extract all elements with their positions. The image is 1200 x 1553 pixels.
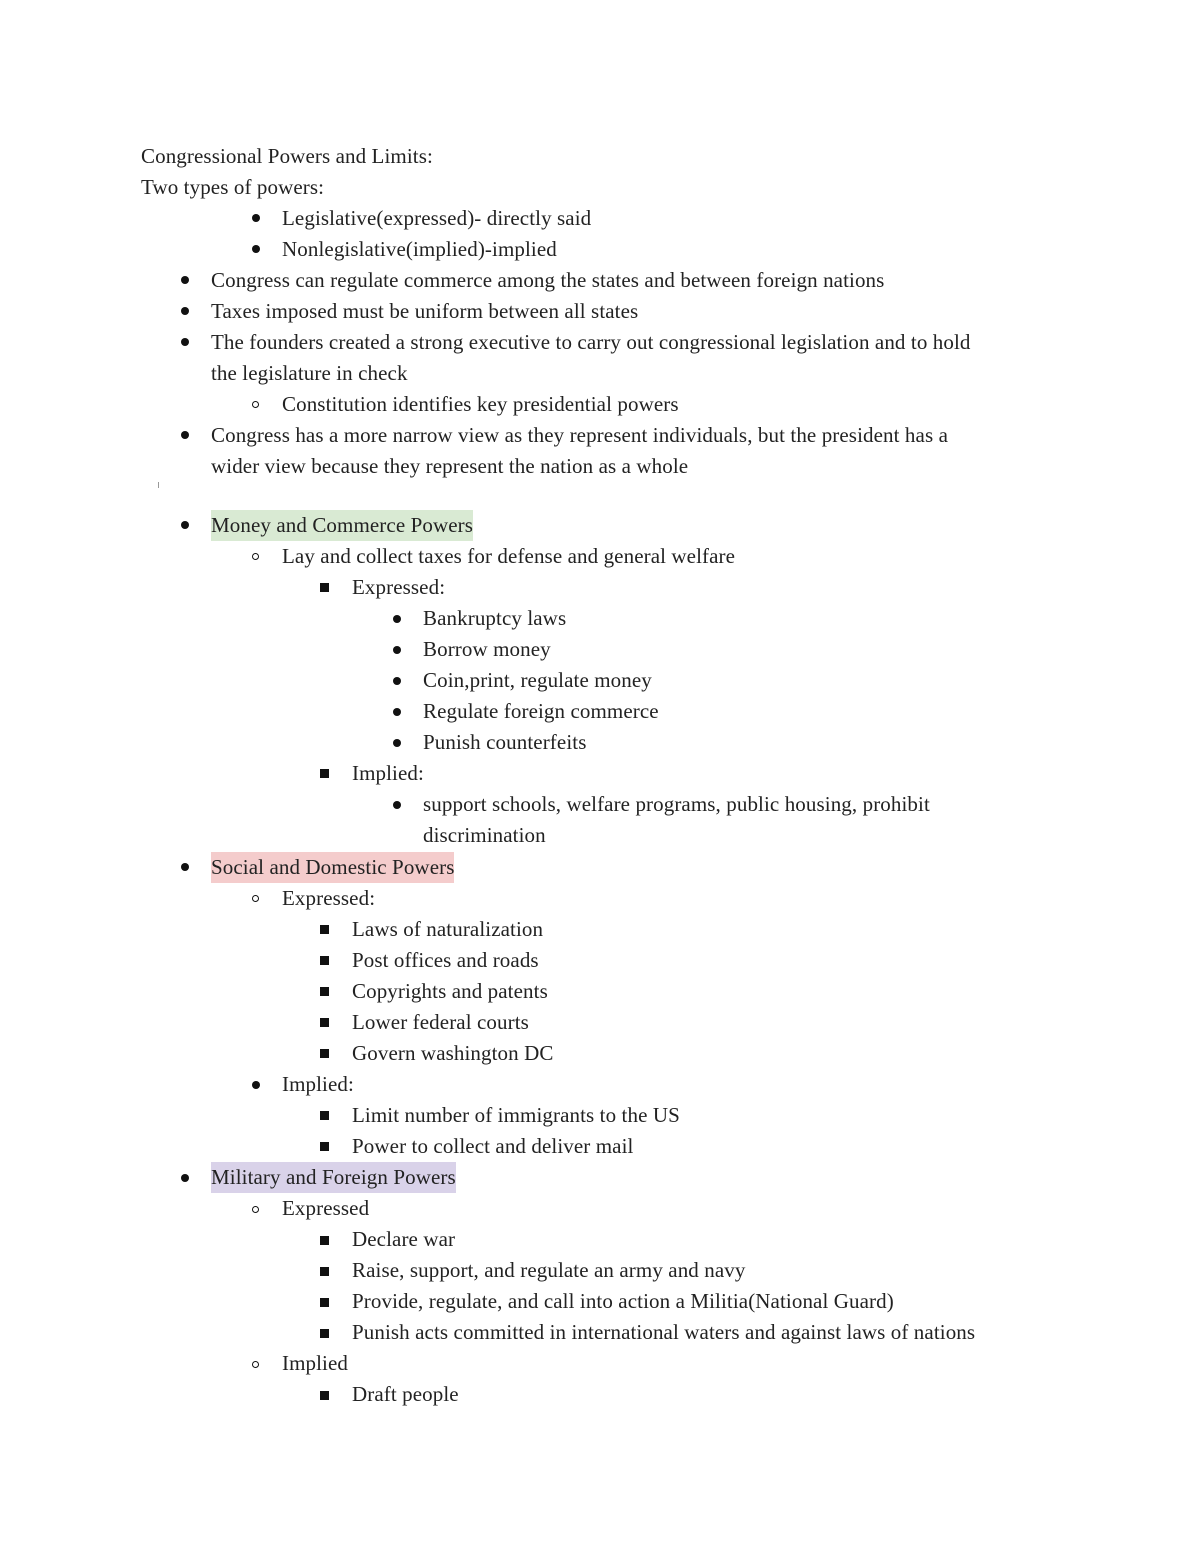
circle-bullet-icon [252,1206,259,1213]
square-bullet-icon [320,1111,329,1120]
bullet-icon [181,863,189,871]
bullet-icon [393,708,401,716]
bullet-icon [252,1081,260,1089]
square-bullet-icon [320,1298,329,1307]
list-item-continuation: wider view because they represent the nation as a whole [211,454,689,478]
section-heading-military: Military and Foreign Powers [211,1162,456,1193]
list-item: Power to collect and deliver mail [352,1134,634,1158]
square-bullet-icon [320,1329,329,1338]
square-bullet-icon [320,583,329,592]
section-heading-social: Social and Domestic Powers [211,852,454,883]
list-item: Limit number of immigrants to the US [352,1103,680,1127]
bullet-icon [181,521,189,529]
stray-mark [158,482,159,488]
list-item: Post offices and roads [352,948,539,972]
list-label: Expressed: [352,575,446,599]
list-label: Expressed: [282,886,376,910]
list-item-continuation: discrimination [423,823,546,847]
list-item: Draft people [352,1382,459,1406]
square-bullet-icon [320,1142,329,1151]
intro-text: Two types of powers: [141,175,325,199]
list-item: Nonlegislative(implied)-implied [282,237,557,261]
list-item: Declare war [352,1227,456,1251]
list-label: Implied: [282,1072,354,1096]
list-label: Implied [282,1351,349,1375]
square-bullet-icon [320,1391,329,1400]
list-label: Expressed [282,1196,370,1220]
square-bullet-icon [320,987,329,996]
list-item: Congress has a more narrow view as they represent individuals, but the president has a [211,423,948,447]
bullet-icon [181,276,189,284]
list-item: Lower federal courts [352,1010,529,1034]
list-item: Legislative(expressed)- directly said [282,206,592,230]
square-bullet-icon [320,1236,329,1245]
circle-bullet-icon [252,553,259,560]
list-item: Lay and collect taxes for defense and general welfare [282,544,736,568]
list-label: Implied: [352,761,424,785]
bullet-icon [181,338,189,346]
list-item: Laws of naturalization [352,917,544,941]
document-title: Congressional Powers and Limits: [141,144,433,168]
list-item: The founders created a strong executive to carry out congressional legislation and to hold [211,330,971,354]
list-item: Coin,print, regulate money [423,668,652,692]
bullet-icon [181,307,189,315]
bullet-icon [252,245,260,253]
bullet-icon [181,1174,189,1182]
bullet-icon [393,615,401,623]
list-item: Borrow money [423,637,551,661]
list-item: Raise, support, and regulate an army and navy [352,1258,746,1282]
square-bullet-icon [320,1267,329,1276]
square-bullet-icon [320,956,329,965]
list-item: Punish acts committed in international waters and against laws of nations [352,1320,976,1344]
list-item: Congress can regulate commerce among the states and between foreign nations [211,268,885,292]
list-item: Regulate foreign commerce [423,699,659,723]
list-item: Punish counterfeits [423,730,587,754]
list-item: Bankruptcy laws [423,606,567,630]
bullet-icon [393,739,401,747]
circle-bullet-icon [252,1361,259,1368]
circle-bullet-icon [252,401,259,408]
list-item: Copyrights and patents [352,979,548,1003]
list-item: Taxes imposed must be uniform between all states [211,299,639,323]
bullet-icon [252,214,260,222]
square-bullet-icon [320,925,329,934]
section-heading-money: Money and Commerce Powers [211,510,473,541]
list-item: Constitution identifies key presidential powers [282,392,679,416]
list-item: support schools, welfare programs, public housing, prohibit [423,792,930,816]
bullet-icon [393,677,401,685]
list-item: Provide, regulate, and call into action a Militia(National Guard) [352,1289,894,1313]
square-bullet-icon [320,1018,329,1027]
list-item-continuation: the legislature in check [211,361,408,385]
bullet-icon [181,431,189,439]
list-item: Govern washington DC [352,1041,554,1065]
circle-bullet-icon [252,895,259,902]
bullet-icon [393,801,401,809]
square-bullet-icon [320,769,329,778]
square-bullet-icon [320,1049,329,1058]
bullet-icon [393,646,401,654]
